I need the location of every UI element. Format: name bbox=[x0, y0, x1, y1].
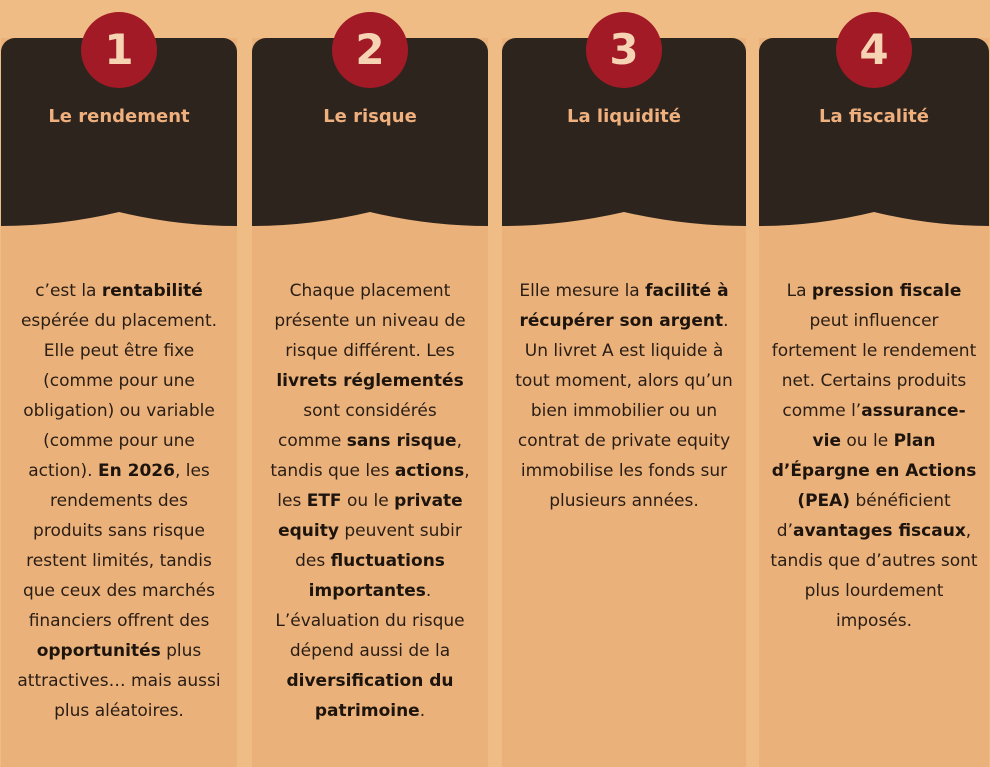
text-run-bold: fluctuations importantes bbox=[308, 551, 445, 601]
text-run: ou le bbox=[841, 431, 894, 451]
card-title: La liquidité bbox=[567, 106, 681, 127]
card-body bbox=[252, 276, 488, 726]
text-run: espérée du placement. Elle peut être fixe (comme pour une obligation) ou variable (comme pour une action). bbox=[20, 311, 218, 481]
text-run: Chaque placement présente un niveau de risque différent. Les bbox=[274, 281, 466, 361]
text-run: . L’évaluation du risque dépend aussi de la bbox=[275, 581, 465, 661]
text-run: plus attractives… mais aussi plus aléatoires. bbox=[17, 641, 221, 721]
step-number-badge: 2 bbox=[332, 12, 408, 88]
text-run-bold: Plan d’Épargne en Actions (PEA) bbox=[771, 431, 977, 511]
card-header bbox=[502, 25, 746, 238]
text-run-bold: ETF bbox=[306, 491, 342, 511]
card-risque bbox=[252, 25, 488, 767]
text-run: sont considérés comme bbox=[277, 401, 437, 451]
text-run-bold: diversification du patrimoine bbox=[286, 671, 454, 721]
header-notch bbox=[252, 212, 488, 238]
text-run-bold: pression fiscale bbox=[811, 281, 962, 301]
text-run-bold: private equity bbox=[278, 491, 463, 541]
text-run: Elle mesure la bbox=[519, 281, 646, 301]
text-run-bold: avantages fiscaux bbox=[792, 521, 966, 541]
step-number-badge: 4 bbox=[836, 12, 912, 88]
text-run: bénéficient d’ bbox=[776, 491, 951, 541]
card-title: Le risque bbox=[323, 106, 417, 127]
text-run-bold: assurance-vie bbox=[812, 401, 966, 451]
text-run: , les rendements des produits sans risque restent limités, tandis que ceux des marchés financiers offrent des bbox=[22, 461, 215, 631]
card-title: Le rendement bbox=[48, 106, 190, 127]
header-notch bbox=[759, 212, 989, 238]
text-run-bold: sans risque bbox=[346, 431, 457, 451]
step-number-badge: 3 bbox=[586, 12, 662, 88]
text-run-bold: facilité à récupérer son argent bbox=[519, 281, 729, 331]
text-run: c’est la bbox=[35, 281, 102, 301]
text-run: , tandis que d’autres sont plus lourdement imposés. bbox=[770, 521, 978, 631]
header-notch bbox=[502, 212, 746, 238]
card-title: La fiscalité bbox=[819, 106, 929, 127]
text-run: . bbox=[419, 701, 426, 721]
card-header bbox=[252, 25, 488, 238]
text-run-bold: rentabilité bbox=[101, 281, 203, 301]
card-body bbox=[502, 276, 746, 516]
card-liquidite bbox=[502, 25, 746, 767]
card-header bbox=[759, 25, 989, 238]
text-run-bold: opportunités bbox=[36, 641, 161, 661]
card-body bbox=[759, 276, 989, 636]
text-run: . Un livret A est liquide à tout moment, alors qu’un bien immobilier ou un contrat de private equity immobilise les fonds sur plusieurs années. bbox=[515, 311, 733, 511]
text-run: , les bbox=[277, 461, 470, 511]
header-notch bbox=[1, 212, 237, 238]
card-body bbox=[1, 276, 237, 726]
card-rendement bbox=[1, 25, 237, 767]
text-run: La bbox=[786, 281, 812, 301]
text-run: peuvent subir des bbox=[295, 521, 462, 571]
text-run: , tandis que les bbox=[270, 431, 462, 481]
step-number-badge: 1 bbox=[81, 12, 157, 88]
text-run: peut influencer fortement le rendement net. Certains produits comme l’ bbox=[771, 311, 977, 421]
text-run: ou le bbox=[341, 491, 395, 511]
text-run-bold: livrets réglementés bbox=[276, 371, 464, 391]
card-fiscalite bbox=[759, 25, 989, 767]
card-header bbox=[1, 25, 237, 238]
text-run-bold: En 2026 bbox=[97, 461, 175, 481]
text-run-bold: actions bbox=[394, 461, 465, 481]
